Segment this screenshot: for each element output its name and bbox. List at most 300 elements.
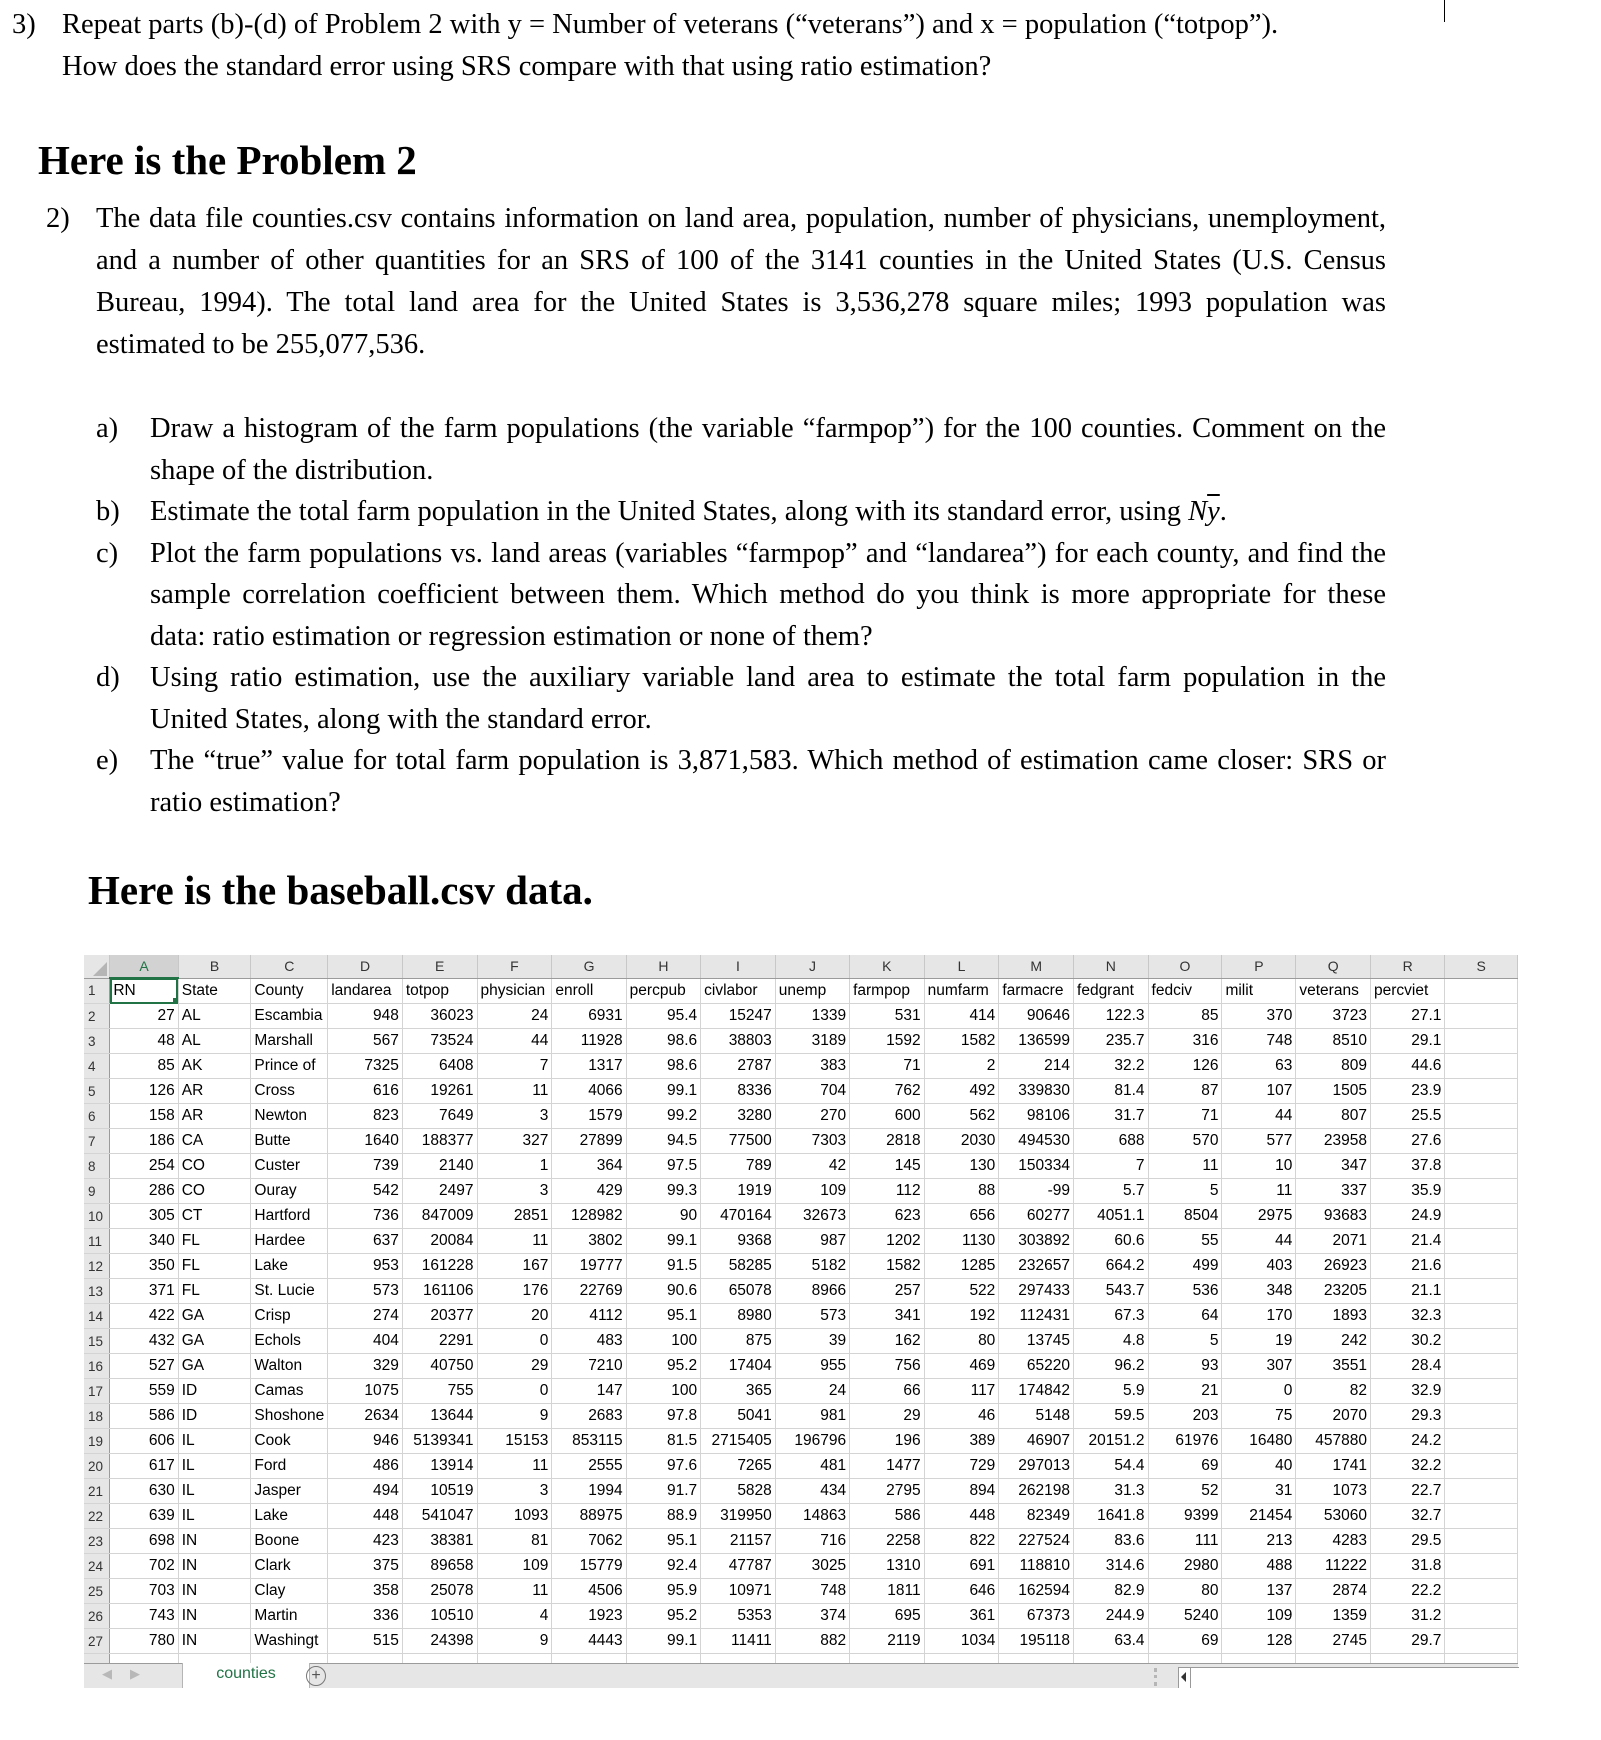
- cell[interactable]: 161106: [402, 1279, 477, 1304]
- cell[interactable]: Jasper: [251, 1479, 328, 1504]
- cell[interactable]: 99.1: [626, 1079, 700, 1104]
- cell[interactable]: 9: [477, 1629, 552, 1654]
- cell[interactable]: 1202: [850, 1229, 925, 1254]
- cell[interactable]: 65220: [999, 1354, 1074, 1379]
- cell[interactable]: 73524: [402, 1029, 477, 1054]
- cell[interactable]: 2975: [1222, 1204, 1296, 1229]
- cell[interactable]: 664.2: [1074, 1254, 1149, 1279]
- cell[interactable]: 176: [477, 1279, 552, 1304]
- cell[interactable]: 25078: [402, 1579, 477, 1604]
- cell[interactable]: 93: [1148, 1354, 1222, 1379]
- cell[interactable]: 616: [328, 1079, 403, 1104]
- cell[interactable]: 38803: [701, 1029, 776, 1054]
- cell[interactable]: 203: [1148, 1404, 1222, 1429]
- cell[interactable]: 54.4: [1074, 1454, 1149, 1479]
- cell[interactable]: 40750: [402, 1354, 477, 1379]
- cell[interactable]: [1445, 1454, 1518, 1479]
- cell[interactable]: IL: [178, 1429, 251, 1454]
- cell[interactable]: St. Lucie: [251, 1279, 328, 1304]
- cell[interactable]: 297433: [999, 1279, 1074, 1304]
- column-header-p[interactable]: P: [1222, 955, 1296, 978]
- cell[interactable]: 31.7: [1074, 1104, 1149, 1129]
- cell[interactable]: 656: [924, 1204, 999, 1229]
- column-header-g[interactable]: G: [552, 955, 626, 978]
- cell[interactable]: 25.5: [1371, 1104, 1445, 1129]
- cell[interactable]: 1: [477, 1154, 552, 1179]
- cell[interactable]: 29.5: [1371, 1529, 1445, 1554]
- cell[interactable]: 31: [1222, 1479, 1296, 1504]
- cell[interactable]: 96.2: [1074, 1354, 1149, 1379]
- cell[interactable]: 13745: [999, 1329, 1074, 1354]
- cell[interactable]: 743: [110, 1604, 178, 1629]
- cell[interactable]: 95.4: [626, 1004, 700, 1029]
- row-header[interactable]: 11: [84, 1229, 110, 1254]
- header-cell[interactable]: fedciv: [1148, 978, 1222, 1004]
- cell[interactable]: 24398: [402, 1629, 477, 1654]
- cell[interactable]: 305: [110, 1204, 178, 1229]
- cell[interactable]: 98.6: [626, 1054, 700, 1079]
- cell[interactable]: 0: [477, 1379, 552, 1404]
- cell[interactable]: 522: [924, 1279, 999, 1304]
- cell[interactable]: 637: [328, 1229, 403, 1254]
- cell[interactable]: 32.3: [1371, 1304, 1445, 1329]
- cell[interactable]: 531: [850, 1004, 925, 1029]
- cell[interactable]: 111: [1148, 1529, 1222, 1554]
- cell[interactable]: 1641.8: [1074, 1504, 1149, 1529]
- cell[interactable]: IL: [178, 1454, 251, 1479]
- cell[interactable]: 90646: [999, 1004, 1074, 1029]
- cell[interactable]: 2818: [850, 1129, 925, 1154]
- cell[interactable]: 20151.2: [1074, 1429, 1149, 1454]
- cell[interactable]: Newton: [251, 1104, 328, 1129]
- cell[interactable]: 35.9: [1371, 1179, 1445, 1204]
- cell[interactable]: 3551: [1296, 1354, 1371, 1379]
- header-cell[interactable]: milit: [1222, 978, 1296, 1004]
- cell[interactable]: 20: [477, 1304, 552, 1329]
- cell[interactable]: 822: [924, 1529, 999, 1554]
- column-header-r[interactable]: R: [1371, 955, 1445, 978]
- cell[interactable]: Cook: [251, 1429, 328, 1454]
- cell[interactable]: 448: [328, 1504, 403, 1529]
- cell[interactable]: 60.6: [1074, 1229, 1149, 1254]
- cell[interactable]: [1445, 1029, 1518, 1054]
- cell[interactable]: IN: [178, 1529, 251, 1554]
- cell[interactable]: 109: [477, 1554, 552, 1579]
- header-cell[interactable]: totpop: [402, 978, 477, 1004]
- cell[interactable]: 347: [1296, 1154, 1371, 1179]
- cell[interactable]: 23958: [1296, 1129, 1371, 1154]
- cell[interactable]: 9: [477, 1404, 552, 1429]
- row-header[interactable]: 8: [84, 1154, 110, 1179]
- cell[interactable]: 95.9: [626, 1579, 700, 1604]
- cell[interactable]: AL: [178, 1004, 251, 1029]
- cell[interactable]: 71: [850, 1054, 925, 1079]
- cell[interactable]: 948: [328, 1004, 403, 1029]
- cell[interactable]: [1445, 1254, 1518, 1279]
- row-header[interactable]: 22: [84, 1504, 110, 1529]
- cell[interactable]: Shoshone: [251, 1404, 328, 1429]
- cell[interactable]: 128982: [552, 1204, 626, 1229]
- cell[interactable]: 77500: [701, 1129, 776, 1154]
- cell[interactable]: Crisp: [251, 1304, 328, 1329]
- cell[interactable]: 348: [1222, 1279, 1296, 1304]
- cell[interactable]: 97.5: [626, 1154, 700, 1179]
- cell[interactable]: 213: [1222, 1529, 1296, 1554]
- cell[interactable]: GA: [178, 1329, 251, 1354]
- cell[interactable]: Marshall: [251, 1029, 328, 1054]
- cell[interactable]: 17404: [701, 1354, 776, 1379]
- select-all-corner[interactable]: [84, 955, 110, 978]
- cell[interactable]: 82.9: [1074, 1579, 1149, 1604]
- cell[interactable]: 1582: [850, 1254, 925, 1279]
- cell[interactable]: IN: [178, 1629, 251, 1654]
- cell[interactable]: 494: [328, 1479, 403, 1504]
- cell[interactable]: CA: [178, 1129, 251, 1154]
- cell[interactable]: 21.1: [1371, 1279, 1445, 1304]
- cell[interactable]: 573: [328, 1279, 403, 1304]
- header-cell[interactable]: unemp: [775, 978, 849, 1004]
- scroll-left-arrow-icon[interactable]: [1181, 1672, 1186, 1682]
- cell[interactable]: [1445, 1529, 1518, 1554]
- cell[interactable]: IL: [178, 1479, 251, 1504]
- cell[interactable]: 27: [110, 1004, 178, 1029]
- cell[interactable]: 1073: [1296, 1479, 1371, 1504]
- cell[interactable]: 270: [775, 1104, 849, 1129]
- cell[interactable]: 27.6: [1371, 1129, 1445, 1154]
- cell[interactable]: Prince of: [251, 1054, 328, 1079]
- cell[interactable]: 2715405: [701, 1429, 776, 1454]
- cell[interactable]: 31.2: [1371, 1604, 1445, 1629]
- cell[interactable]: 2745: [1296, 1629, 1371, 1654]
- cell[interactable]: 39: [775, 1329, 849, 1354]
- cell[interactable]: 358: [328, 1579, 403, 1604]
- cell[interactable]: 227524: [999, 1529, 1074, 1554]
- cell[interactable]: 15779: [552, 1554, 626, 1579]
- cell[interactable]: 946: [328, 1429, 403, 1454]
- cell[interactable]: 4443: [552, 1629, 626, 1654]
- cell[interactable]: Lake: [251, 1254, 328, 1279]
- cell[interactable]: 0: [477, 1329, 552, 1354]
- cell[interactable]: 11: [1148, 1154, 1222, 1179]
- cell[interactable]: [1445, 1629, 1518, 1654]
- header-cell[interactable]: State: [178, 978, 251, 1004]
- cell[interactable]: 1075: [328, 1379, 403, 1404]
- cell[interactable]: Boone: [251, 1529, 328, 1554]
- cell[interactable]: 13914: [402, 1454, 477, 1479]
- cell[interactable]: 5353: [701, 1604, 776, 1629]
- cell[interactable]: 60277: [999, 1204, 1074, 1229]
- cell[interactable]: Washingt: [251, 1629, 328, 1654]
- cell[interactable]: 639: [110, 1504, 178, 1529]
- cell[interactable]: 15247: [701, 1004, 776, 1029]
- column-header-c[interactable]: C: [251, 955, 328, 978]
- cell[interactable]: 162594: [999, 1579, 1074, 1604]
- cell[interactable]: 329: [328, 1354, 403, 1379]
- cell[interactable]: Hardee: [251, 1229, 328, 1254]
- cell[interactable]: 28.4: [1371, 1354, 1445, 1379]
- cell[interactable]: 31.8: [1371, 1554, 1445, 1579]
- cell[interactable]: 170: [1222, 1304, 1296, 1329]
- cell[interactable]: 130: [924, 1154, 999, 1179]
- cell[interactable]: 1505: [1296, 1079, 1371, 1104]
- cell[interactable]: 6931: [552, 1004, 626, 1029]
- header-cell[interactable]: County: [251, 978, 328, 1004]
- cell[interactable]: 374: [775, 1604, 849, 1629]
- cell[interactable]: 1477: [850, 1454, 925, 1479]
- cell[interactable]: 2071: [1296, 1229, 1371, 1254]
- cell[interactable]: [1445, 1404, 1518, 1429]
- cell[interactable]: 853115: [552, 1429, 626, 1454]
- cell[interactable]: 559: [110, 1379, 178, 1404]
- cell[interactable]: 80: [924, 1329, 999, 1354]
- cell[interactable]: 987: [775, 1229, 849, 1254]
- cell[interactable]: 109: [775, 1179, 849, 1204]
- cell[interactable]: 5139341: [402, 1429, 477, 1454]
- cell[interactable]: 1923: [552, 1604, 626, 1629]
- cell[interactable]: 364: [552, 1154, 626, 1179]
- row-header[interactable]: 13: [84, 1279, 110, 1304]
- cell[interactable]: GA: [178, 1354, 251, 1379]
- cell[interactable]: Lake: [251, 1504, 328, 1529]
- cell[interactable]: 5041: [701, 1404, 776, 1429]
- cell[interactable]: 137: [1222, 1579, 1296, 1604]
- cell[interactable]: 4283: [1296, 1529, 1371, 1554]
- cell[interactable]: 80: [1148, 1579, 1222, 1604]
- cell[interactable]: 314.6: [1074, 1554, 1149, 1579]
- cell[interactable]: Camas: [251, 1379, 328, 1404]
- cell[interactable]: 327: [477, 1129, 552, 1154]
- cell[interactable]: 2119: [850, 1629, 925, 1654]
- cell[interactable]: 3189: [775, 1029, 849, 1054]
- row-header[interactable]: 10: [84, 1204, 110, 1229]
- cell[interactable]: 85: [110, 1054, 178, 1079]
- cell[interactable]: 429: [552, 1179, 626, 1204]
- cell[interactable]: 2555: [552, 1454, 626, 1479]
- cell[interactable]: 3: [477, 1479, 552, 1504]
- cell[interactable]: 128: [1222, 1629, 1296, 1654]
- cell[interactable]: 8980: [701, 1304, 776, 1329]
- cell[interactable]: 32.2: [1074, 1054, 1149, 1079]
- cell[interactable]: 3: [477, 1104, 552, 1129]
- cell[interactable]: 729: [924, 1454, 999, 1479]
- cell[interactable]: 188377: [402, 1129, 477, 1154]
- cell[interactable]: 755: [402, 1379, 477, 1404]
- cell[interactable]: [1445, 1554, 1518, 1579]
- cell[interactable]: 286: [110, 1179, 178, 1204]
- cell[interactable]: 303892: [999, 1229, 1074, 1254]
- cell[interactable]: 3723: [1296, 1004, 1371, 1029]
- cell[interactable]: 807: [1296, 1104, 1371, 1129]
- cell[interactable]: 167: [477, 1254, 552, 1279]
- cell[interactable]: 15153: [477, 1429, 552, 1454]
- cell[interactable]: Cross: [251, 1079, 328, 1104]
- cell[interactable]: 162: [850, 1329, 925, 1354]
- cell[interactable]: FL: [178, 1254, 251, 1279]
- cell[interactable]: Martin: [251, 1604, 328, 1629]
- cell[interactable]: 703: [110, 1579, 178, 1604]
- cell[interactable]: 1359: [1296, 1604, 1371, 1629]
- cell[interactable]: Echols: [251, 1329, 328, 1354]
- cell[interactable]: 158: [110, 1104, 178, 1129]
- cell[interactable]: 89658: [402, 1554, 477, 1579]
- cell[interactable]: 955: [775, 1354, 849, 1379]
- cell[interactable]: 8510: [1296, 1029, 1371, 1054]
- cell[interactable]: 541047: [402, 1504, 477, 1529]
- cell[interactable]: 95.2: [626, 1604, 700, 1629]
- cell[interactable]: 422: [110, 1304, 178, 1329]
- cell[interactable]: [1445, 1354, 1518, 1379]
- cell[interactable]: GA: [178, 1304, 251, 1329]
- cell[interactable]: 42: [775, 1154, 849, 1179]
- cell[interactable]: 29: [850, 1404, 925, 1429]
- cell[interactable]: 606: [110, 1429, 178, 1454]
- cell[interactable]: 577: [1222, 1129, 1296, 1154]
- cell[interactable]: 257: [850, 1279, 925, 1304]
- cell[interactable]: 2140: [402, 1154, 477, 1179]
- cell[interactable]: 40: [1222, 1454, 1296, 1479]
- cell[interactable]: 88975: [552, 1504, 626, 1529]
- cell[interactable]: 32.2: [1371, 1454, 1445, 1479]
- cell[interactable]: 8336: [701, 1079, 776, 1104]
- cell[interactable]: 5: [1148, 1179, 1222, 1204]
- cell[interactable]: 126: [110, 1079, 178, 1104]
- cell[interactable]: 53060: [1296, 1504, 1371, 1529]
- cell[interactable]: 64: [1148, 1304, 1222, 1329]
- row-header[interactable]: 1: [84, 978, 110, 1004]
- cell[interactable]: 9368: [701, 1229, 776, 1254]
- cell[interactable]: 19777: [552, 1254, 626, 1279]
- cell[interactable]: 11: [477, 1454, 552, 1479]
- cell[interactable]: 586: [850, 1504, 925, 1529]
- cell[interactable]: 448: [924, 1504, 999, 1529]
- cell[interactable]: 112431: [999, 1304, 1074, 1329]
- row-header[interactable]: 23: [84, 1529, 110, 1554]
- cell[interactable]: 543.7: [1074, 1279, 1149, 1304]
- cell[interactable]: [1445, 1204, 1518, 1229]
- column-header-a[interactable]: A: [110, 955, 178, 978]
- cell[interactable]: 2874: [1296, 1579, 1371, 1604]
- cell[interactable]: 457880: [1296, 1429, 1371, 1454]
- cell[interactable]: 44: [1222, 1229, 1296, 1254]
- row-header[interactable]: 19: [84, 1429, 110, 1454]
- cell[interactable]: 375: [328, 1554, 403, 1579]
- cell[interactable]: Ford: [251, 1454, 328, 1479]
- row-header[interactable]: 12: [84, 1254, 110, 1279]
- cell[interactable]: 365: [701, 1379, 776, 1404]
- cell[interactable]: 809: [1296, 1054, 1371, 1079]
- cell[interactable]: 32673: [775, 1204, 849, 1229]
- row-header[interactable]: 18: [84, 1404, 110, 1429]
- cell[interactable]: 81.4: [1074, 1079, 1149, 1104]
- cell[interactable]: [1445, 1304, 1518, 1329]
- cell[interactable]: 23205: [1296, 1279, 1371, 1304]
- header-cell[interactable]: physician: [477, 978, 552, 1004]
- cell[interactable]: AK: [178, 1054, 251, 1079]
- cell[interactable]: 24.2: [1371, 1429, 1445, 1454]
- header-cell[interactable]: landarea: [328, 978, 403, 1004]
- cell[interactable]: 99.1: [626, 1629, 700, 1654]
- cell[interactable]: 23.9: [1371, 1079, 1445, 1104]
- cell[interactable]: 698: [110, 1529, 178, 1554]
- cell[interactable]: [1445, 1004, 1518, 1029]
- cell[interactable]: 88: [924, 1179, 999, 1204]
- cell[interactable]: 37.8: [1371, 1154, 1445, 1179]
- cell[interactable]: 483: [552, 1329, 626, 1354]
- cell[interactable]: [1445, 1179, 1518, 1204]
- cell[interactable]: 4.8: [1074, 1329, 1149, 1354]
- column-header-l[interactable]: L: [924, 955, 999, 978]
- cell[interactable]: 21454: [1222, 1504, 1296, 1529]
- cell[interactable]: 646: [924, 1579, 999, 1604]
- cell[interactable]: 98.6: [626, 1029, 700, 1054]
- cell[interactable]: 136599: [999, 1029, 1074, 1054]
- header-cell[interactable]: farmacre: [999, 978, 1074, 1004]
- cell[interactable]: 90.6: [626, 1279, 700, 1304]
- cell[interactable]: 307: [1222, 1354, 1296, 1379]
- cell[interactable]: 66: [850, 1379, 925, 1404]
- cell[interactable]: 600: [850, 1104, 925, 1129]
- cell[interactable]: 21: [1148, 1379, 1222, 1404]
- cell[interactable]: [1445, 1329, 1518, 1354]
- header-cell[interactable]: farmpop: [850, 978, 925, 1004]
- cell[interactable]: 32.9: [1371, 1379, 1445, 1404]
- cell[interactable]: 3802: [552, 1229, 626, 1254]
- column-header-n[interactable]: N: [1074, 955, 1149, 978]
- cell[interactable]: 527: [110, 1354, 178, 1379]
- cell[interactable]: 46907: [999, 1429, 1074, 1454]
- cell[interactable]: 7649: [402, 1104, 477, 1129]
- row-header[interactable]: 15: [84, 1329, 110, 1354]
- cell[interactable]: 214: [999, 1054, 1074, 1079]
- cell[interactable]: 4112: [552, 1304, 626, 1329]
- cell[interactable]: 126: [1148, 1054, 1222, 1079]
- cell[interactable]: 3025: [775, 1554, 849, 1579]
- cell[interactable]: 118810: [999, 1554, 1074, 1579]
- cell[interactable]: 29: [477, 1354, 552, 1379]
- cell[interactable]: 150334: [999, 1154, 1074, 1179]
- header-cell[interactable]: percpub: [626, 978, 700, 1004]
- cell[interactable]: 63: [1222, 1054, 1296, 1079]
- cell[interactable]: 196796: [775, 1429, 849, 1454]
- cell[interactable]: 823: [328, 1104, 403, 1129]
- cell[interactable]: 24.9: [1371, 1204, 1445, 1229]
- row-header[interactable]: 20: [84, 1454, 110, 1479]
- cell[interactable]: 486: [328, 1454, 403, 1479]
- cell[interactable]: 48: [110, 1029, 178, 1054]
- cell[interactable]: [1445, 1429, 1518, 1454]
- cell[interactable]: 586: [110, 1404, 178, 1429]
- cell[interactable]: 688: [1074, 1129, 1149, 1154]
- cell[interactable]: 99.3: [626, 1179, 700, 1204]
- cell[interactable]: 704: [775, 1079, 849, 1104]
- cell[interactable]: 1919: [701, 1179, 776, 1204]
- header-cell[interactable]: fedgrant: [1074, 978, 1149, 1004]
- cell[interactable]: 567: [328, 1029, 403, 1054]
- cell[interactable]: 623: [850, 1204, 925, 1229]
- column-header-m[interactable]: M: [999, 955, 1074, 978]
- cell[interactable]: 100: [626, 1329, 700, 1354]
- cell[interactable]: 10971: [701, 1579, 776, 1604]
- cell[interactable]: [1445, 1079, 1518, 1104]
- cell[interactable]: 91.7: [626, 1479, 700, 1504]
- cell[interactable]: 756: [850, 1354, 925, 1379]
- cell[interactable]: 5148: [999, 1404, 1074, 1429]
- cell[interactable]: 5828: [701, 1479, 776, 1504]
- cell[interactable]: IL: [178, 1504, 251, 1529]
- cell[interactable]: 92.4: [626, 1554, 700, 1579]
- cell[interactable]: ID: [178, 1404, 251, 1429]
- cell[interactable]: 499: [1148, 1254, 1222, 1279]
